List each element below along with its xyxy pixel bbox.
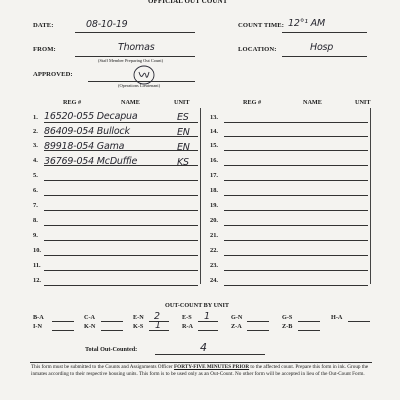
left-header-unit: UNIT [174, 99, 190, 106]
count-time-value[interactable]: 12°¹ AM [288, 18, 325, 29]
row-number: 17. [210, 172, 218, 179]
unit-value[interactable]: 2 [154, 311, 160, 322]
row-unit[interactable]: EN [177, 127, 190, 138]
row-line [224, 136, 368, 137]
unit-line [348, 321, 370, 322]
notice-part1: This form must be submitted to the Counts and Assignments Officer [31, 364, 174, 370]
row-line [44, 255, 198, 256]
column-divider-center [200, 108, 201, 284]
unit-value[interactable]: 1 [155, 320, 161, 331]
unit-label: G-N [231, 314, 243, 321]
row-line [224, 165, 368, 166]
unit-label: K-N [84, 323, 96, 330]
row-number: 21. [210, 232, 218, 239]
date-value[interactable]: 08-10-19 [86, 19, 128, 30]
row-line [44, 180, 198, 181]
left-header-reg: REG # [63, 99, 82, 106]
row-unit[interactable]: KS [177, 157, 189, 168]
row-number: 14. [210, 128, 218, 135]
row-number: 24. [210, 277, 218, 284]
row-line [224, 225, 368, 226]
staff-caption: (Staff Member Preparing Out Count) [98, 58, 164, 63]
form-title: OFFICIAL OUT COUNT [148, 0, 228, 5]
row-line [44, 285, 198, 286]
right-header-name: NAME [303, 99, 322, 106]
row-line [224, 210, 368, 211]
column-divider-right [370, 108, 371, 284]
count-time-line [282, 32, 367, 33]
row-number: 5. [33, 172, 38, 179]
count-time-label: COUNT TIME: [238, 22, 285, 29]
row-number: 20. [210, 217, 218, 224]
from-value[interactable]: Thomas [118, 42, 155, 53]
row-entry[interactable]: 89918-054 Gama [44, 141, 125, 152]
unit-line [52, 330, 74, 331]
from-line [75, 56, 195, 57]
unit-label: I-N [33, 323, 42, 330]
row-number: 15. [210, 142, 218, 149]
row-line [44, 270, 198, 271]
left-header-name: NAME [121, 99, 140, 106]
right-header-unit: UNIT [355, 99, 371, 106]
total-label: Total Out-Counted: [85, 346, 138, 353]
row-number: 22. [210, 247, 218, 254]
unit-value[interactable]: 1 [204, 311, 210, 322]
row-number: 8. [33, 217, 38, 224]
row-line [224, 195, 368, 196]
location-line [282, 56, 367, 57]
row-line [44, 195, 198, 196]
unit-line [198, 330, 218, 331]
unit-label: Z-B [282, 323, 293, 330]
row-number: 12. [33, 277, 41, 284]
row-number: 18. [210, 187, 218, 194]
notice-part2: to the affected count. Prepare this form in ink. Group the inmates according to their respective housing units. This form is to be used only as an Out-Count. No other form will be accepted in lieu of the Out-Count Form. [31, 364, 369, 377]
location-label: LOCATION: [238, 46, 277, 53]
unit-line [247, 321, 269, 322]
row-number: 3. [33, 142, 38, 149]
unit-label: E-N [133, 314, 144, 321]
row-line [44, 122, 198, 123]
row-line [44, 225, 198, 226]
row-unit[interactable]: ES [177, 112, 189, 123]
row-number: 19. [210, 202, 218, 209]
lieutenant-caption: (Operations Lieutenant) [118, 83, 161, 88]
row-number: 4. [33, 157, 38, 164]
unit-line [298, 321, 320, 322]
row-unit[interactable]: EN [177, 142, 190, 153]
row-entry[interactable]: 36769-054 McDuffie [44, 156, 138, 167]
row-line [44, 240, 198, 241]
total-line [155, 354, 265, 355]
row-number: 11. [33, 262, 41, 269]
unit-count-title: OUT-COUNT BY UNIT [165, 302, 230, 309]
unit-label: R-A [182, 323, 193, 330]
unit-label: H-A [331, 314, 343, 321]
row-line [224, 270, 368, 271]
row-entry[interactable]: 16520-055 Decapua [44, 111, 138, 122]
total-value[interactable]: 4 [200, 341, 207, 354]
row-number: 2. [33, 128, 38, 135]
row-number: 10. [33, 247, 41, 254]
location-value[interactable]: Hosp [310, 42, 334, 53]
row-number: 6. [33, 187, 38, 194]
date-line [75, 32, 195, 33]
from-label: FROM: [33, 46, 56, 53]
date-label: DATE: [33, 22, 54, 29]
row-entry[interactable]: 86409-054 Bullock [44, 126, 130, 137]
row-number: 23. [210, 262, 218, 269]
unit-label: Z-A [231, 323, 242, 330]
row-line [224, 255, 368, 256]
row-line [224, 180, 368, 181]
row-line [224, 150, 368, 151]
notice-emphasis: FORTY-FIVE MINUTES PRIOR [173, 364, 250, 370]
row-number: 1. [33, 114, 38, 121]
unit-label: G-S [282, 314, 293, 321]
row-line [44, 210, 198, 211]
unit-line [101, 330, 123, 331]
row-number: 9. [33, 232, 38, 239]
unit-label: K-S [133, 323, 144, 330]
unit-label: B-A [33, 314, 44, 321]
notice-divider [30, 362, 372, 363]
row-line [224, 240, 368, 241]
approved-label: APPROVED: [33, 71, 73, 78]
unit-line [298, 330, 320, 331]
notice-text [31, 364, 371, 378]
row-line [224, 285, 368, 286]
row-line [224, 122, 368, 123]
unit-line [101, 321, 123, 322]
unit-line [52, 321, 74, 322]
unit-label: C-A [84, 314, 95, 321]
row-number: 13. [210, 114, 218, 121]
unit-label: E-S [182, 314, 192, 321]
row-number: 7. [33, 202, 38, 209]
row-number: 16. [210, 157, 218, 164]
unit-line [247, 330, 269, 331]
right-header-reg: REG # [243, 99, 262, 106]
